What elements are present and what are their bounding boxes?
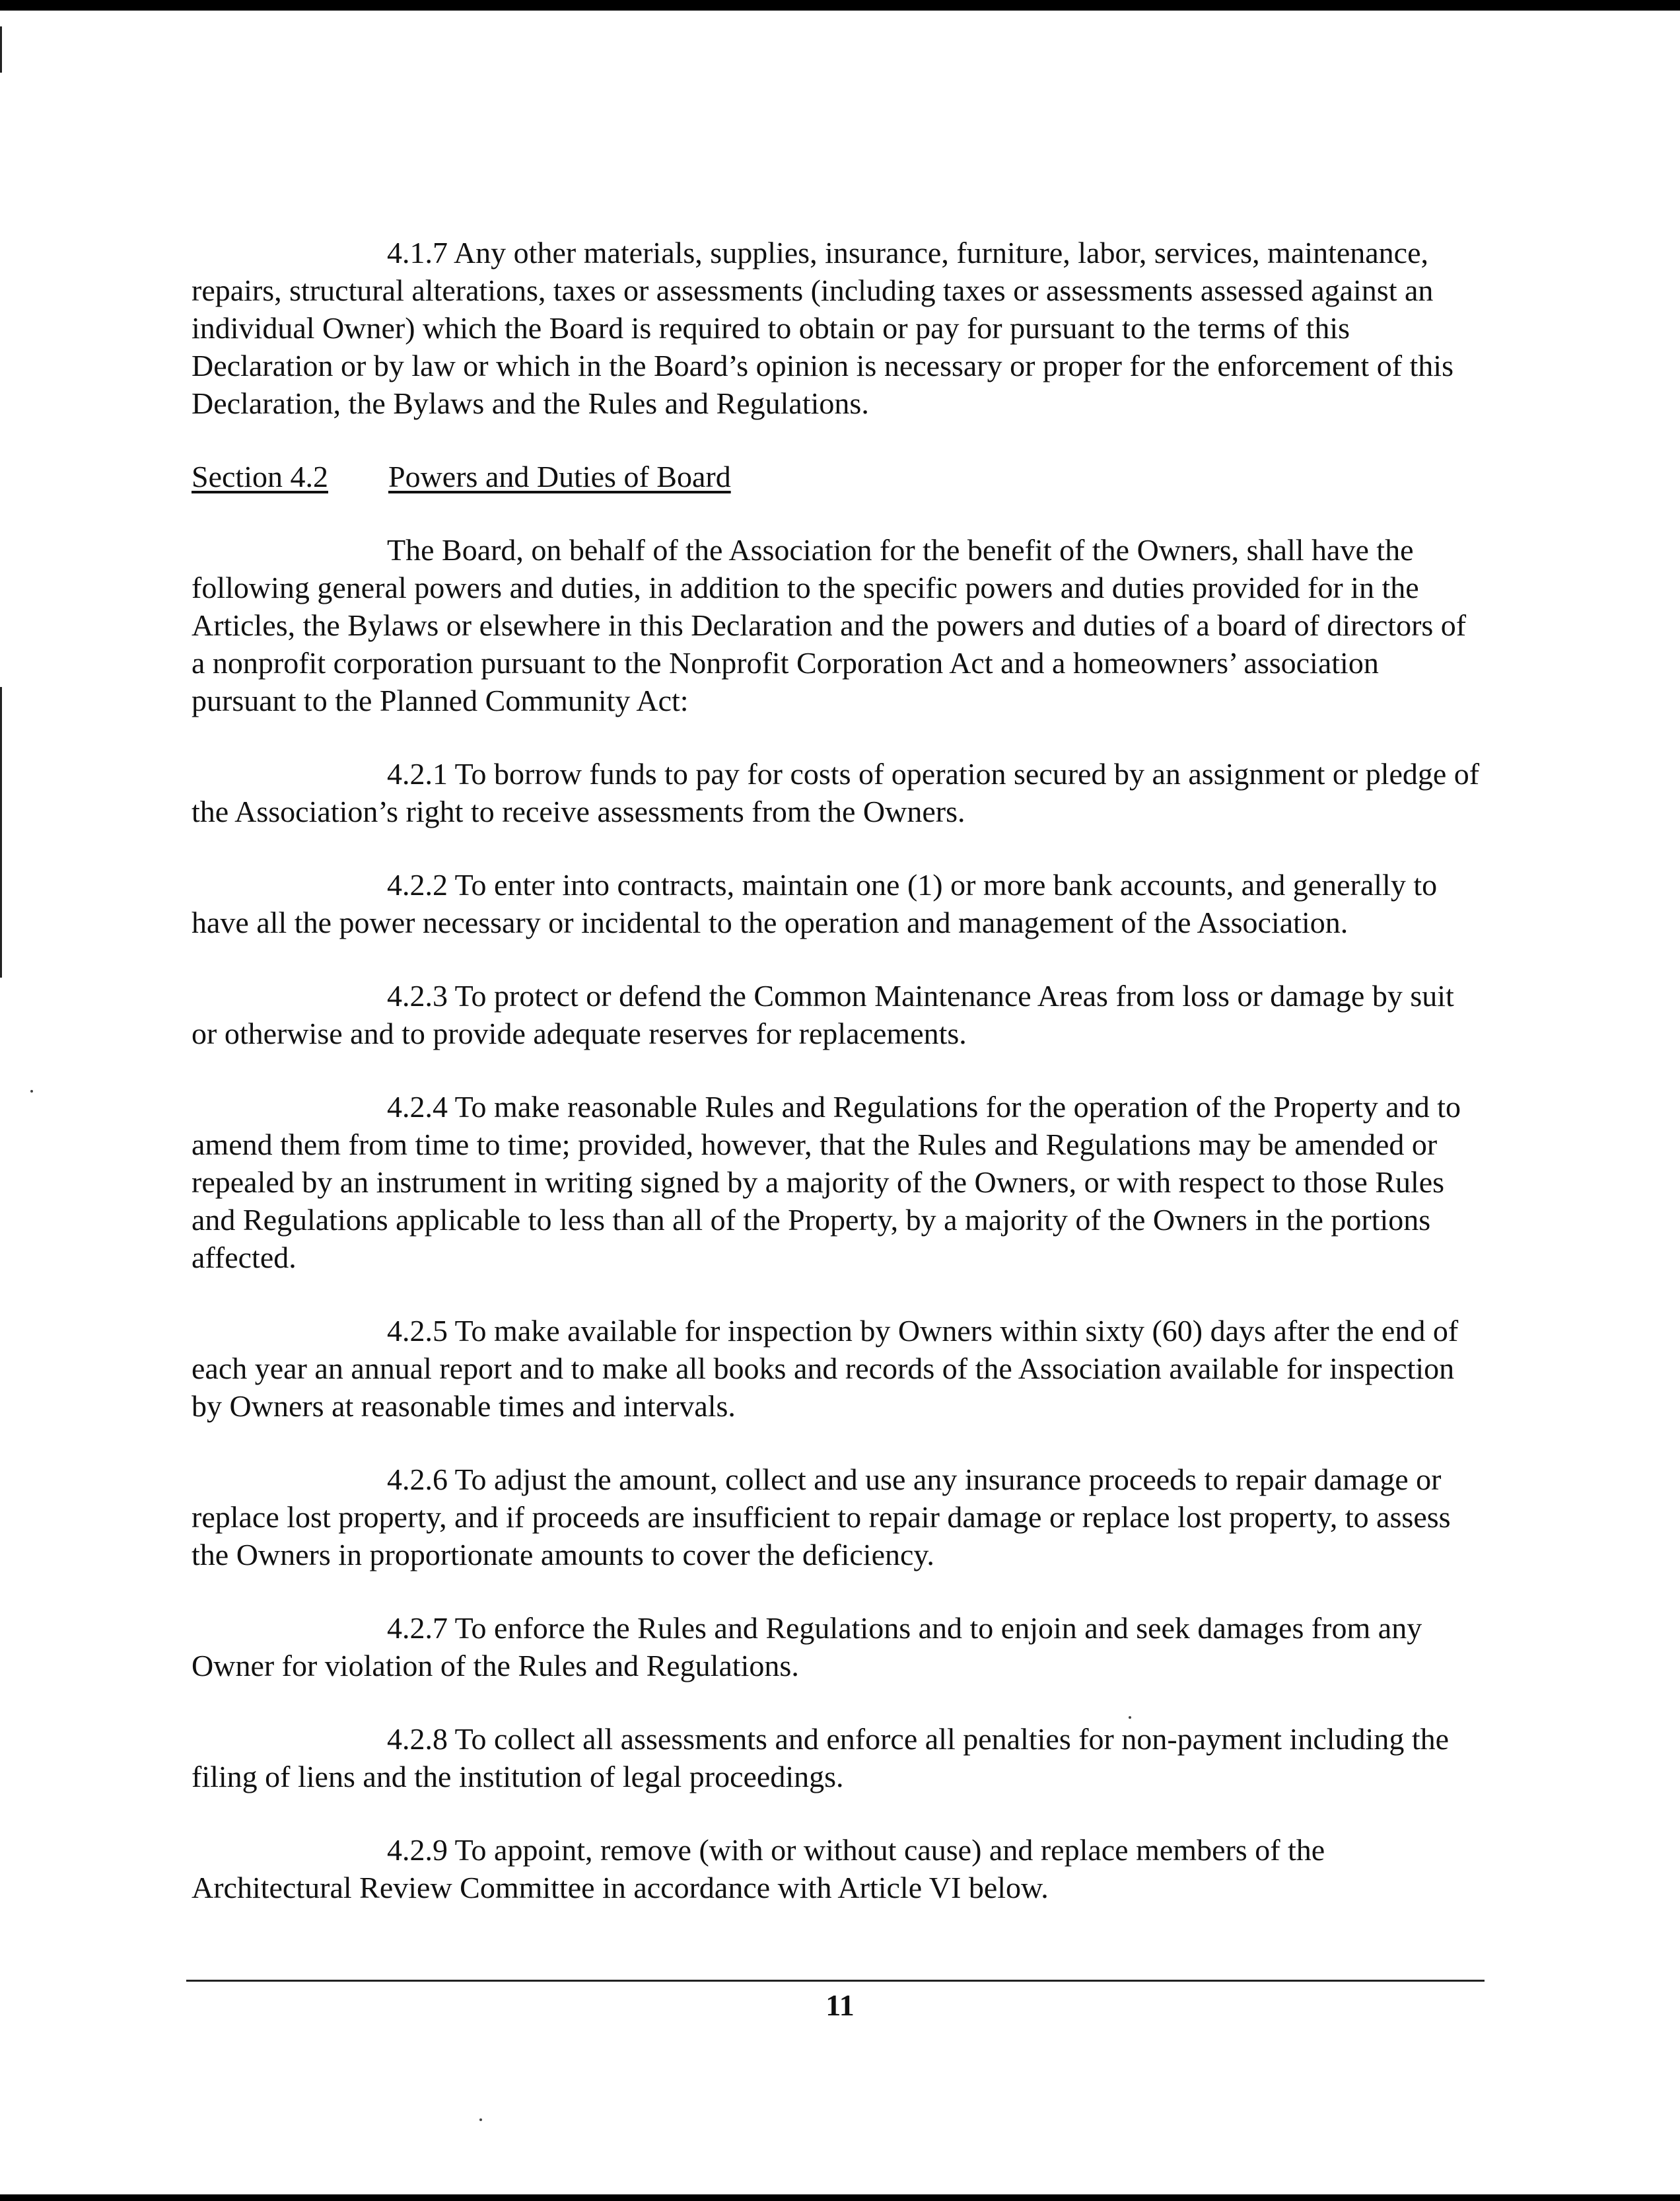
paragraph-text: end of each year an annual report and to make all books and records of the Association available for inspection by Owners at reasonable times and intervals. [192,1314,1459,1423]
section-intro [192,531,1486,719]
paragraph-lead: 4.2.6 To adjust the amount, collect and use any insurance proceeds to repair [387,1462,1307,1496]
paragraph-lead: 4.2.8 To collect all assessments and enforce all penalties for non-payment [387,1722,1282,1756]
scan-bottom-border [0,2194,1680,2201]
paragraph-text: generally to have all the power necessary or incidental to the operation and management of the Association. [192,868,1438,939]
paragraph-text: the following general powers and duties, in addition to the specific powers and duties provided for in the Articles, the Bylaws or elsewhere in this Declaration and the powers and duties of a board of directors of a nonprofit corporation pursuant to the Nonprofit Corporation Act and a homeowners’ association pursuant to the Planned Community Act: [192,533,1467,717]
paragraph-text: Architectural Review Committee in accordance with Article VI below. [192,1871,1049,1904]
paragraph-lead: 4.2.1 To borrow funds to pay for costs of operation secured by an assignment or [387,757,1358,791]
paragraph-4-2-5 [192,1312,1486,1425]
paragraph-text: pledge of the Association’s right to receive assessments from the Owners. [192,757,1480,828]
paragraph-text: by suit or otherwise and to provide adequate reserves for replacements. [192,979,1454,1050]
section-number: Section 4.2 [192,460,328,493]
paragraph-text: and to amend them from time to time; provided, however, that the Rules and Regulations may be amended or repealed by an instrument in writing signed by a majority of the Owners, or with respect to those Rules and Regulations applicable to less than all of the Property, by a majority of the Owners in the portions affected. [192,1090,1461,1274]
section-title: Powers and Duties of Board [388,460,731,493]
paragraph-4-2-7 [192,1609,1486,1684]
paragraph-lead: 4.2.4 To make reasonable Rules and Regulations for the operation of the Property [387,1090,1378,1124]
paragraph-text: damage or replace lost property, and if proceeds are insufficient to repair damage or replace lost property, to assess the Owners in proportionate amounts to cover the deficiency. [192,1462,1451,1571]
scan-speck [479,2118,482,2121]
page-number: 11 [825,1988,855,2022]
paragraph-text: including the filing of liens and the institution of legal proceedings. [192,1722,1450,1793]
paragraph-text: any Owner for violation of the Rules and Regulations. [192,1611,1422,1682]
paragraph-4-2-9 [192,1831,1486,1906]
paragraph-text: maintenance, repairs, structural alterations, taxes or assessments (including taxes or assessments assessed against an individual Owner) which the Board is required to obtain or pay for pursuant to the terms of this Declaration or by law or which in the Board’s opinion is necessary or proper for the enforcement of this Declaration, the Bylaws and the Rules and Regulations. [192,236,1453,420]
paragraph-4-2-8 [192,1720,1486,1795]
paragraph-4-2-2 [192,866,1486,941]
paragraph-lead: 4.2.3 To protect or defend the Common Maintenance Areas from loss or damage [387,979,1365,1013]
scan-left-edge-mark [0,687,2,978]
paragraph-4-2-3 [192,977,1486,1052]
paragraph-lead: 4.2.2 To enter into contracts, maintain one (1) or more bank accounts, and [387,868,1286,902]
paragraph-lead: The Board, on behalf of the Association for the benefit of the Owners, shall have [387,533,1369,567]
document-body [192,234,1486,1906]
paragraph-4-2-4 [192,1088,1486,1276]
paragraph-4-1-7 [192,234,1486,422]
paragraph-lead: 4.2.9 To appoint, remove (with or without cause) and replace members of the [387,1833,1325,1867]
scan-top-border [0,0,1680,11]
footer-divider [186,1980,1485,1982]
paragraph-lead: 4.2.7 To enforce the Rules and Regulations and to enjoin and seek damages from [387,1611,1371,1645]
scan-speck [30,1090,33,1093]
paragraph-lead: 4.1.7 Any other materials, supplies, insurance, furniture, labor, services, [387,236,1260,270]
paragraph-4-2-6 [192,1461,1486,1573]
scan-left-edge-mark [0,26,2,73]
paragraph-4-2-1 [192,755,1486,830]
paragraph-lead: 4.2.5 To make available for inspection by Owners within sixty (60) days after the [387,1314,1374,1348]
section-heading [192,458,1486,495]
